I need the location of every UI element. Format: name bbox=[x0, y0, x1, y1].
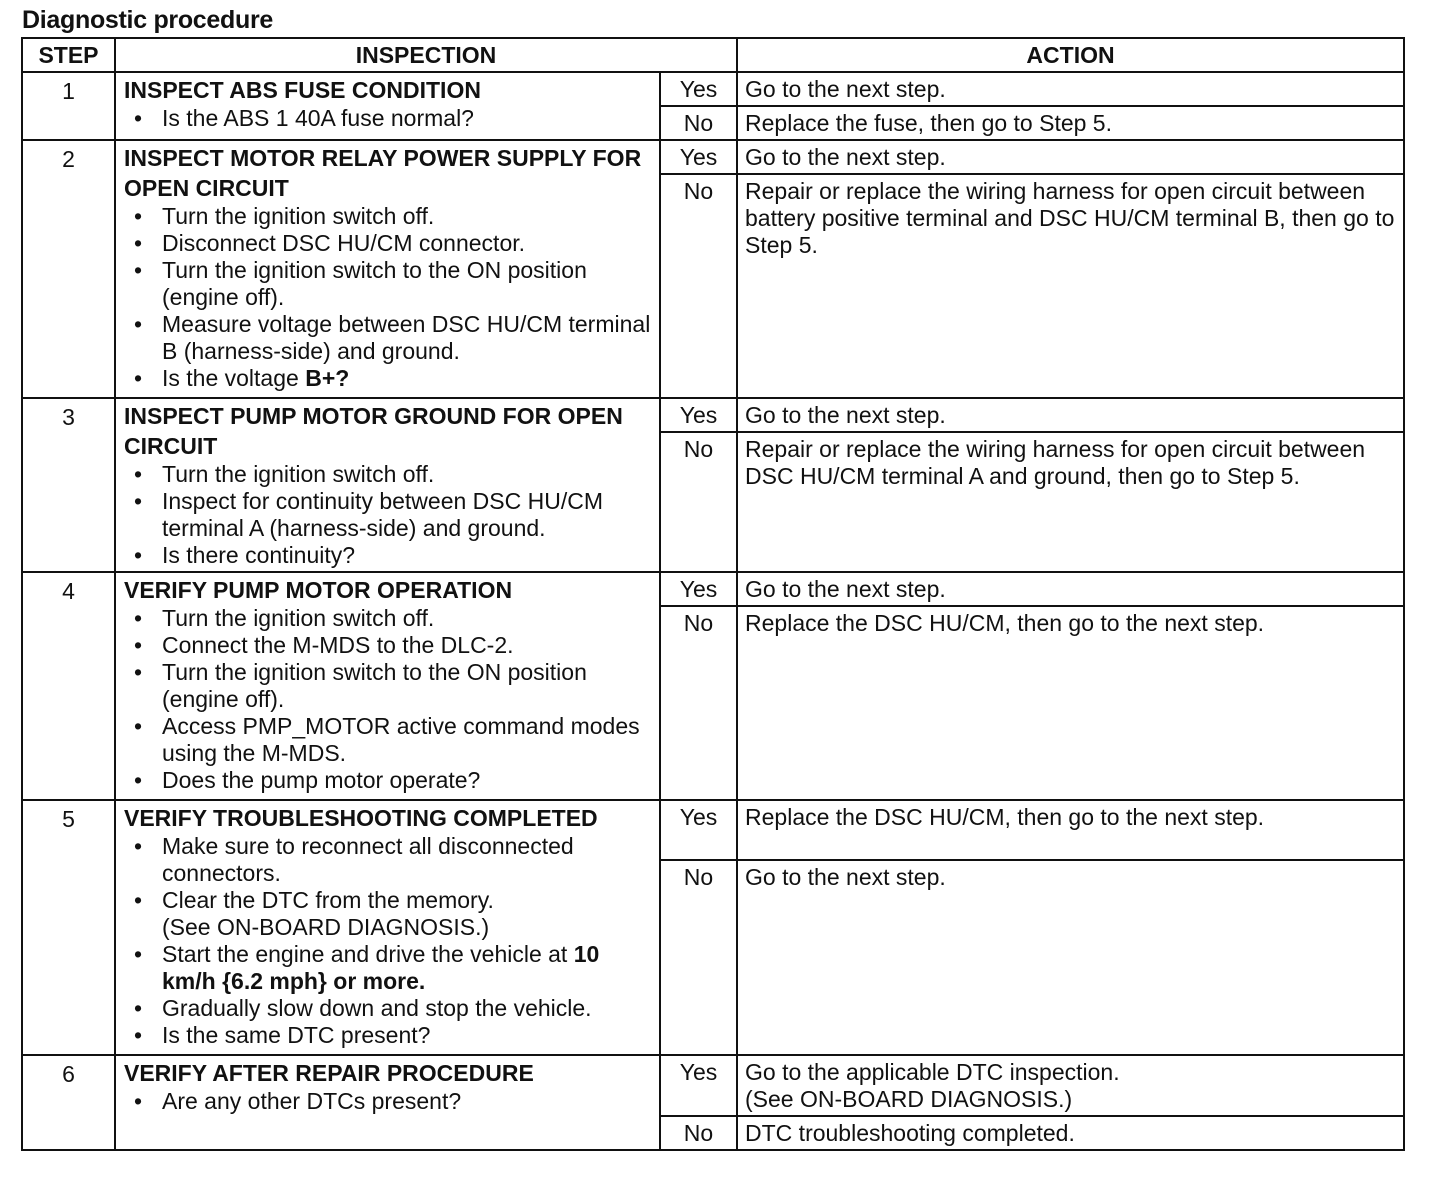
inspection-item: • Turn the ignition switch off. bbox=[162, 461, 653, 488]
inspection-title: VERIFY AFTER REPAIR PROCEDURE bbox=[124, 1060, 534, 1086]
item-text: Is the voltage bbox=[162, 365, 306, 391]
step-1-yes-row bbox=[22, 72, 1404, 106]
item-text: Start the engine and drive the vehicle at bbox=[162, 941, 574, 967]
header-inspection: INSPECTION bbox=[115, 38, 737, 72]
no-label: No bbox=[660, 1116, 737, 1150]
inspection-item: • Make sure to reconnect all disconnected connectors. bbox=[162, 833, 653, 887]
inspection-title: INSPECT ABS FUSE CONDITION bbox=[124, 77, 481, 103]
yes-action: Go to the next step. bbox=[737, 572, 1404, 606]
inspection-item: • Inspect for continuity between DSC HU/CM terminal A (harness-side) and ground. bbox=[162, 488, 653, 542]
inspection-item bbox=[162, 887, 653, 941]
step-number: 1 bbox=[22, 72, 115, 140]
inspection-item: • Is the same DTC present? bbox=[162, 1022, 653, 1049]
inspection-title: VERIFY TROUBLESHOOTING COMPLETED bbox=[124, 805, 598, 831]
yes-action bbox=[737, 1055, 1404, 1116]
no-label: No bbox=[660, 432, 737, 572]
inspection-item: • Connect the M-MDS to the DLC-2. bbox=[162, 632, 653, 659]
yes-action: Go to the next step. bbox=[737, 398, 1404, 432]
page-title: Diagnostic procedure bbox=[22, 6, 273, 34]
inspection-item bbox=[162, 365, 653, 392]
diagnostic-table bbox=[21, 37, 1405, 1151]
inspection-item: • Is there continuity? bbox=[162, 542, 653, 569]
inspection-item: • Access PMP_MOTOR active command modes using the M-MDS. bbox=[162, 713, 653, 767]
inspection-list bbox=[124, 833, 653, 1049]
step-number: 6 bbox=[22, 1055, 115, 1150]
inspection-item: • Turn the ignition switch off. bbox=[162, 203, 653, 230]
inspection-title: INSPECT PUMP MOTOR GROUND FOR OPEN CIRCUIT bbox=[124, 403, 623, 459]
step-2-yes-row bbox=[22, 140, 1404, 174]
inspection-title: VERIFY PUMP MOTOR OPERATION bbox=[124, 577, 513, 603]
no-action: DTC troubleshooting completed. bbox=[737, 1116, 1404, 1150]
yes-label: Yes bbox=[660, 140, 737, 174]
item-reference: (See ON-BOARD DIAGNOSIS.) bbox=[162, 914, 490, 940]
inspection-item: • Measure voltage between DSC HU/CM terminal B (harness-side) and ground. bbox=[162, 311, 653, 365]
inspection-list bbox=[124, 105, 653, 132]
item-bold-text: B+? bbox=[305, 365, 350, 391]
no-action: Go to the next step. bbox=[737, 860, 1404, 1055]
no-label: No bbox=[660, 606, 737, 800]
step-number: 5 bbox=[22, 800, 115, 1055]
inspection-item: • Does the pump motor operate? bbox=[162, 767, 653, 794]
header-row bbox=[22, 38, 1404, 72]
inspection-cell bbox=[115, 72, 660, 140]
inspection-title: INSPECT MOTOR RELAY POWER SUPPLY FOR OPEN CIRCUIT bbox=[124, 145, 642, 201]
no-action: Replace the fuse, then go to Step 5. bbox=[737, 106, 1404, 140]
inspection-cell bbox=[115, 140, 660, 398]
inspection-item: • Are any other DTCs present? bbox=[162, 1088, 653, 1115]
inspection-item: • Is the ABS 1 40A fuse normal? bbox=[162, 105, 653, 132]
action-text: Go to the applicable DTC inspection. bbox=[745, 1059, 1120, 1085]
yes-action: Go to the next step. bbox=[737, 140, 1404, 174]
inspection-item bbox=[162, 941, 653, 995]
no-label: No bbox=[660, 106, 737, 140]
step-4-yes-row bbox=[22, 572, 1404, 606]
step-6-yes-row bbox=[22, 1055, 1404, 1116]
no-action: Repair or replace the wiring harness for open circuit between DSC HU/CM terminal A and ground, then go to Step 5. bbox=[737, 432, 1404, 572]
inspection-cell bbox=[115, 572, 660, 800]
inspection-item: • Turn the ignition switch to the ON position (engine off). bbox=[162, 257, 653, 311]
step-number: 3 bbox=[22, 398, 115, 572]
yes-label: Yes bbox=[660, 572, 737, 606]
step-number: 2 bbox=[22, 140, 115, 398]
inspection-cell bbox=[115, 800, 660, 1055]
step-3-yes-row bbox=[22, 398, 1404, 432]
no-action: Replace the DSC HU/CM, then go to the next step. bbox=[737, 606, 1404, 800]
inspection-list bbox=[124, 203, 653, 392]
inspection-list bbox=[124, 461, 653, 569]
inspection-cell bbox=[115, 398, 660, 572]
inspection-list bbox=[124, 605, 653, 794]
yes-label: Yes bbox=[660, 800, 737, 860]
item-bold-text: 10 km/h {6.2 mph} or more. bbox=[162, 941, 600, 994]
yes-action: Replace the DSC HU/CM, then go to the next step. bbox=[737, 800, 1404, 860]
yes-label: Yes bbox=[660, 72, 737, 106]
yes-label: Yes bbox=[660, 1055, 737, 1116]
inspection-item: • Turn the ignition switch to the ON position (engine off). bbox=[162, 659, 653, 713]
no-label: No bbox=[660, 860, 737, 1055]
inspection-list bbox=[124, 1088, 653, 1115]
inspection-item: • Gradually slow down and stop the vehicle. bbox=[162, 995, 653, 1022]
header-step: STEP bbox=[22, 38, 115, 72]
yes-label: Yes bbox=[660, 398, 737, 432]
no-action: Repair or replace the wiring harness for open circuit between battery positive terminal and DSC HU/CM terminal B, then go to Step 5. bbox=[737, 174, 1404, 398]
inspection-item: • Turn the ignition switch off. bbox=[162, 605, 653, 632]
action-reference: (See ON-BOARD DIAGNOSIS.) bbox=[745, 1086, 1073, 1112]
step-number: 4 bbox=[22, 572, 115, 800]
inspection-item: • Disconnect DSC HU/CM connector. bbox=[162, 230, 653, 257]
header-action: ACTION bbox=[737, 38, 1404, 72]
inspection-cell bbox=[115, 1055, 660, 1150]
yes-action: Go to the next step. bbox=[737, 72, 1404, 106]
item-text: Clear the DTC from the memory. bbox=[162, 887, 494, 913]
no-label: No bbox=[660, 174, 737, 398]
step-5-yes-row bbox=[22, 800, 1404, 860]
